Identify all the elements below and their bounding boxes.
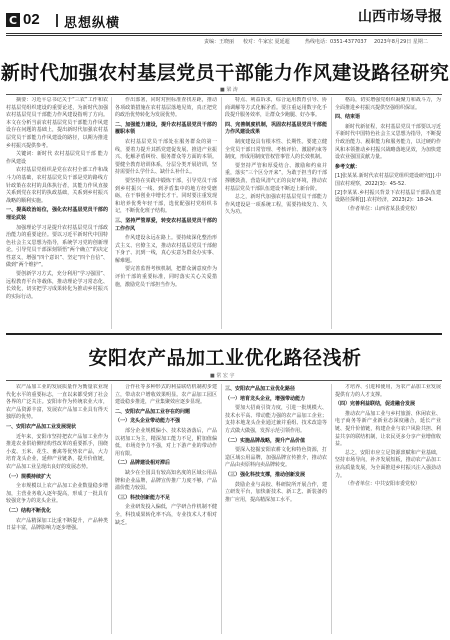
article-1-headline: 新时代加强农村基层党员干部能力作风建设路径研究 <box>0 62 450 84</box>
body-paragraph: 制度建设具有根本性、长期性。要建立健全党员干部日常管理、考核评价、激励约束等制度，形成用制度管权管事管人的长效机制。 <box>225 138 327 161</box>
subheading: （四）完善利益联结，促进融合发展 <box>335 401 416 408</box>
article-2-column-3 <box>225 384 327 634</box>
subheading: 二、安阳农产品加工业存在的问题 <box>115 408 191 415</box>
subheading: 三、安阳农产品加工业优化路径 <box>225 386 296 392</box>
article-2-column-4 <box>335 384 441 634</box>
article-1-column-1 <box>6 97 108 329</box>
body-paragraph: 农村基层党员干部处在服务群众的第一线，要着力提升其抓党建促发展、推进产业振兴、化解矛盾纠纷、服务群众等方面的本领。要健全教育培训体系，分层分类开展培训，坚持需要什么学什么、缺什么补什么。 <box>115 138 217 176</box>
body-paragraph: 要深入挖掘安阳农耕文化和特色资源，打造区域公用品牌，加强品牌宣传推介，推动农产品由卖原料向卖品牌转变。 <box>225 447 327 469</box>
body-paragraph: 特点、利益诉求，综合运用教育引导、协商调解等方式化解矛盾。要注重运用数字化手段提升服务效率，让群众少跑腿、好办事。 <box>225 97 327 119</box>
body-paragraph: 关键词：新时代 农村基层党员干部 能力作风建设 <box>6 151 108 165</box>
header-rule-thin <box>6 35 442 36</box>
editor-credit: 责编：王晓丽 <box>204 39 235 45</box>
body-paragraph: 鼓励企业与高校、科研院所开展合作，建立研发平台，加快新技术、新工艺、新装备的推广应用，提高精深加工水平。 <box>225 481 327 503</box>
subheading: （一）龙头企业带动能力不强 <box>115 418 181 425</box>
hotline: 热线电话：0351-4377037 <box>305 39 367 45</box>
article-2-headline: 安阳农产品加工业优化路径浅析 <box>88 347 362 369</box>
subheading: 四、完善制度机制，巩固农村基层党员干部能力作风建设成果 <box>225 121 327 136</box>
body-paragraph: 格局，切实增强党组织凝聚力和战斗力，为全面推进乡村振兴提供坚强组织保证。 <box>335 97 441 111</box>
column-separator <box>331 97 332 329</box>
article-1-top-rule <box>6 94 442 95</box>
subheading: 参考文献： <box>335 163 361 170</box>
article-1-byline: ■ 梁 涛 <box>220 87 238 93</box>
subheading: （一）规模持续扩大 <box>6 473 52 480</box>
body-paragraph: 才培养、引进和使用，为农产品加工业发展提供有力的人才支撑。 <box>335 384 441 398</box>
subheading: （二）结构不断优化 <box>6 507 52 514</box>
article-2-column-1 <box>6 384 108 634</box>
subheading: （一）培育龙头企业，增强带动能力 <box>225 395 306 402</box>
article-1-column-3 <box>225 97 327 329</box>
header-rule <box>6 33 442 34</box>
body-paragraph: 要坚持严管和厚爱结合、激励和约束并重，落实“三个区分开来”，为敢于担当的干部撑腰鼓劲，营造风清气正的良好环境，推动农村基层党员干部队伍建设不断迈上新台阶。 <box>225 162 327 192</box>
subheading: 三、坚持严管厚爱，转变农村基层党员干部的工作作风 <box>115 217 217 232</box>
proof-credit: 校对：牛家宏 夏延超 <box>243 39 290 45</box>
section-title: 思想纵横 <box>64 16 121 31</box>
subheading: （二）实施品牌战略，提升产品价值 <box>225 437 306 444</box>
issue-date: 2023年8月29日 星期二 <box>374 39 428 45</box>
subheading: 二、加强能力建设，提升农村基层党员干部的履职本领 <box>115 121 217 136</box>
body-paragraph: 农产品精深加工比重不断提升，产品种类日益丰富，品牌影响力逐步增强。 <box>6 517 108 532</box>
body-paragraph: 作风建设永远在路上。要持续深化整治形式主义、官僚主义，推动农村基层党员干部俯下身子、沉到一线，真心实意为群众办实事、解难题。 <box>115 235 217 264</box>
header-divider <box>56 14 58 27</box>
section-letter-badge: C <box>6 13 20 27</box>
body-paragraph: 要完善监督考核机制，把群众满意度作为评价干部的重要标准，同时落实关心关爱措施，激励党员干部担当作为。 <box>115 266 217 288</box>
column-separator <box>111 384 112 634</box>
body-paragraph: 农产品加工业的发展质量作为衡量农业现代化水平的重要标志，一直以来都受到了社会各界的广泛关注。安阳市作为传统农业大市，农产品资源丰富，发展农产品加工业具有得天独厚的优势。 <box>6 384 108 421</box>
newspaper-name: 山西市场导报 <box>358 9 442 25</box>
subheading: 一、安阳农产品加工业发展现状 <box>6 423 77 430</box>
body-paragraph: 总之，新时代加强农村基层党员干部能力作风建设是一项系统工程，需要持续发力、久久为功。 <box>225 194 327 216</box>
body-paragraph: 合作社等多种形式的利益联结机制初步建立，带动农户增收效果明显。农产品加工园区建设稳步推进，产业集聚效应逐步显现。 <box>115 384 217 406</box>
body-paragraph: 企业研发投入偏低，产学研合作机制不健全，科技成果转化率不高，专业技术人才相对缺乏。 <box>115 504 217 526</box>
subheading: （三）科技创新能力不足 <box>115 494 171 501</box>
article-2-column-2 <box>115 384 217 634</box>
column-separator <box>221 97 222 329</box>
subheading: 四、结束语 <box>335 114 361 121</box>
body-paragraph: 摘要：习近平总书记关于“三农”工作和农村基层党组织建设的重要论述，为新时代加强农村基层党员干部能力作风建设指明了方向。本文在分析当前农村基层党员干部能力作风建设存在问题的基础上，提出新时代加强农村基层党员干部能力作风建设的路径，以期为推进乡村振兴提供参考。 <box>6 97 108 149</box>
body-paragraph: 新时代新征程，农村基层党员干部要以习近平新时代中国特色社会主义思想为指导，不断提升政治能力、履职能力和服务能力，以过硬的作风和本领推动乡村振兴战略落地见效，为加快建设农业强国贡献力量。 <box>335 123 441 161</box>
article-1-column-4 <box>335 97 441 329</box>
body-paragraph: 近年来，安阳市坚持把农产品加工业作为推进农业供给侧结构性改革的重要抓手，围绕小麦、玉米、花生、畜禽等优势农产品，大力培育龙头企业，延伸产业链条，提升价值链，农产品加工业呈现出良好的发展态势。 <box>6 433 108 470</box>
body-paragraph: （作者单位：山西省某县委党校） <box>345 205 421 212</box>
column-separator <box>111 97 112 329</box>
body-paragraph: 缺少在全国具有较高知名度的区域公用品牌和企业品牌，品牌宣传推广力度不够，产品溢价能力较弱。 <box>115 469 217 492</box>
subheading: （二）品牌建设相对滞后 <box>115 460 171 467</box>
reference-entry: [2]李某某.乡村振兴背景下农村基层干部队伍建设路径探析[J].农村经济，2023(2)：18-24. <box>335 189 441 204</box>
body-paragraph: 作出部署，同时对照标准查找差距，推动各项政策措施在农村基层落地见效，真正把党的政治优势转化为发展优势。 <box>115 97 217 119</box>
body-paragraph: 部分企业规模偏小、技术装备落后，产品以初加工为主，精深加工能力不足，附加值偏低，市场竞争力不强，对上下游产业的带动作用有限。 <box>115 427 217 457</box>
subheading: （三）强化科技支撑，推动创新发展 <box>225 471 306 478</box>
article-divider <box>6 333 442 335</box>
article-2-byline: ■ 常 宏 宇 <box>210 373 235 379</box>
body-paragraph: 总之，安阳市应立足资源禀赋和产业基础，坚持市场导向，补齐发展短板，推动农产品加工业高质量发展，为全面推进乡村振兴注入强劲动力。 <box>335 449 441 479</box>
body-paragraph: 全市规模以上农产品加工企业数量稳步增加，主营业务收入逐年提高，形成了一批具有较强竞争力的龙头企业。 <box>6 483 108 505</box>
body-paragraph: 加强理论学习是提升农村基层党员干部政治能力的重要途径。要以习近平新时代中国特色社会主义思想为指导，系统学习党的创新理论，引导党员干部深刻领悟“两个确立”的决定性意义，增强“四个意识”、坚定“四个自信”、做到“两个维护”。 <box>6 224 108 269</box>
body-paragraph: （作者单位：中共安阳市委党校） <box>345 481 421 488</box>
subheading: 一、提高政治站位，强化农村基层党员干部的理论武装 <box>6 207 108 221</box>
column-separator <box>221 384 222 634</box>
column-separator <box>331 384 332 634</box>
body-paragraph: 要坚持在实践中锻炼干部，引导党员干部到乡村振兴一线、到矛盾集中的地方经受磨砺，在干事创业中增长才干。同时要注重发现和培养优秀年轻干部，选优配强村党组织书记，不断优化班子结构。 <box>115 177 217 215</box>
page-header <box>0 0 450 45</box>
body-paragraph: 要创新学习方式，充分利用“学习强国”、远程教育平台等载体，推动理论学习常态化、长效化，切实把学习成果转化为推动乡村振兴的实际行动。 <box>6 271 108 300</box>
article-2-top-rule <box>6 380 442 381</box>
body-paragraph: 农村基层党组织是党在农村全部工作和战斗力的基础，农村基层党员干部是党的路线方针政策在农村的具体执行者，其能力作风直接关系到党在农村的执政基础，关系到乡村振兴战略的顺利实施。 <box>6 167 108 204</box>
body-paragraph: 推动农产品加工业与乡村旅游、休闲农业、电子商务等新产业新业态深度融合，延长产业链、提升价值链，构建企业与农户风险共担、利益共享的联结机制，让农民更多分享产业增值收益。 <box>335 410 441 448</box>
article-1-column-2 <box>115 97 217 329</box>
body-paragraph: 要加大招商引资力度，引进一批规模大、技术水平高、带动能力强的农产品加工企业；支持本地龙头企业通过兼并重组、技术改造等方式做大做强，发挥示范引领作用。 <box>225 405 327 434</box>
page-number: 02 <box>23 11 40 28</box>
reference-entry: [1]张某某.新时代农村基层党组织建设研究[J].中国农村观察，2022(3)：45-52. <box>335 173 441 187</box>
